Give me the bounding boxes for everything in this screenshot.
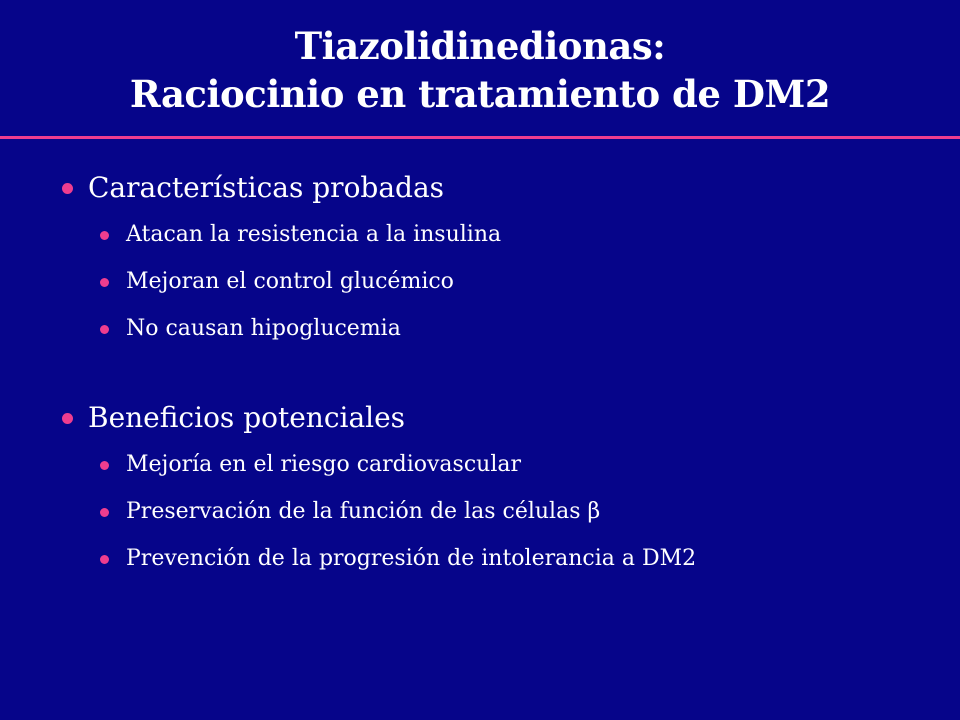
bullet-icon (100, 508, 109, 517)
bullet-icon (62, 413, 73, 424)
section-heading-text: Beneficios potenciales (88, 401, 406, 434)
list-item (60, 314, 940, 344)
bullet-icon (100, 555, 109, 564)
bullet-icon (100, 461, 109, 470)
bullet-icon (62, 183, 73, 194)
list-item-text: Preservación de la función de las células β (126, 499, 601, 524)
list-item-text: Mejoría en el riesgo cardiovascular (126, 452, 522, 477)
list-item (60, 450, 940, 480)
bullet-icon (100, 231, 109, 240)
list-item (60, 220, 940, 250)
list-item-text: Prevención de la progresión de intolerancia a DM2 (126, 546, 697, 571)
title-line-2: Raciocinio en tratamiento de DM2 (129, 72, 831, 116)
list-item-text: Mejoran el control glucémico (126, 269, 454, 294)
title-line-1: Tiazolidinedionas: (294, 24, 666, 68)
list-item (60, 497, 940, 527)
section-heading-benefits (60, 398, 940, 438)
list-item-text: No causan hipoglucemia (126, 316, 401, 341)
list-item (60, 544, 940, 574)
bullet-list (60, 168, 940, 574)
bullet-icon (100, 325, 109, 334)
list-item (60, 267, 940, 297)
section-heading-text: Características probadas (88, 171, 445, 204)
section-heading-characteristics (60, 168, 940, 208)
bullet-icon (100, 278, 109, 287)
list-item-text: Atacan la resistencia a la insulina (126, 222, 502, 247)
slide-title (0, 22, 960, 118)
title-divider (0, 136, 960, 139)
